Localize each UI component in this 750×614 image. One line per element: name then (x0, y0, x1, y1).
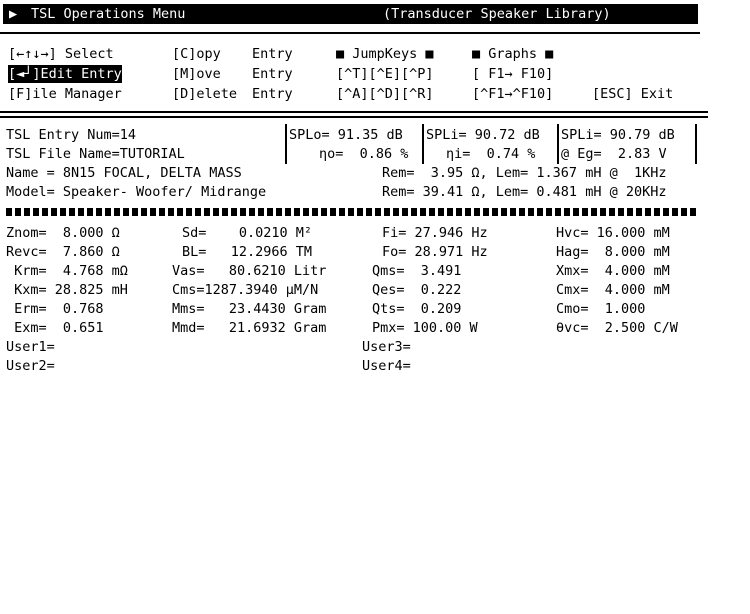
graphs-heading: ■ Graphs ■ (472, 46, 554, 62)
move-entry-label: Entry (252, 66, 293, 82)
title-bar (3, 4, 698, 24)
param-exm[interactable]: Exm= 0.651 (6, 320, 104, 336)
drive-voltage: @ Eg= 2.83 V (561, 146, 667, 162)
efficiency-o: ηo= 0.86 % (319, 146, 409, 162)
param-qms[interactable]: Qms= 3.491 (372, 263, 462, 279)
user4-field[interactable]: User4= (362, 358, 411, 374)
spl-box-divider-2 (557, 124, 559, 164)
title-divider (0, 32, 700, 34)
entry-number: TSL Entry Num=14 (6, 127, 137, 143)
param-cmo[interactable]: Cmo= 1.000 (556, 301, 646, 317)
jumpkeys-heading: ■ JumpKeys ■ (336, 46, 434, 62)
jumpkeys-row-2[interactable]: [^A][^D][^R] (336, 86, 434, 102)
file-name: TSL File Name=TUTORIAL (6, 146, 185, 162)
delete-entry-label: Entry (252, 86, 293, 102)
param-qes[interactable]: Qes= 0.222 (372, 282, 462, 298)
delete-command[interactable]: [D]elete (172, 86, 238, 102)
efficiency-i: ηi= 0.74 % (446, 146, 536, 162)
param-thetavc[interactable]: θvc= 2.500 C/W (556, 320, 678, 336)
graphs-row-2[interactable]: [^F1→^F10] (472, 86, 554, 102)
param-znom[interactable]: Znom= 8.000 Ω (6, 225, 120, 241)
param-mms[interactable]: Mms= 23.4430 Gram (172, 301, 327, 317)
param-fo[interactable]: Fo= 28.971 Hz (382, 244, 488, 260)
param-hvc[interactable]: Hvc= 16.000 mM (556, 225, 670, 241)
user2-field[interactable]: User2= (6, 358, 55, 374)
spl-box-right-border (695, 124, 697, 164)
param-cmx[interactable]: Cmx= 4.000 mM (556, 282, 670, 298)
splo-value: SPLo= 91.35 dB (289, 127, 403, 143)
graphs-row-1[interactable]: [ F1→ F10] (472, 66, 554, 82)
param-krm[interactable]: Krm= 4.768 mΩ (6, 263, 128, 279)
param-revc[interactable]: Revc= 7.860 Ω (6, 244, 120, 260)
speaker-model: Model= Speaker- Woofer/ Midrange (6, 184, 267, 200)
file-manager-command[interactable]: [F]ile Manager (8, 86, 122, 102)
param-cms[interactable]: Cms=1287.3940 µM/N (172, 282, 319, 298)
rem-1khz: Rem= 3.95 Ω, Lem= 1.367 mH @ 1KHz (382, 165, 667, 181)
copy-command[interactable]: [C]opy (172, 46, 221, 62)
menu-arrow-icon: ▶ (9, 6, 18, 22)
param-qts[interactable]: Qts= 0.209 (372, 301, 462, 317)
param-mmd[interactable]: Mmd= 21.6932 Gram (172, 320, 327, 336)
edit-entry-command[interactable]: [◄┘]Edit Entry (8, 66, 122, 82)
param-erm[interactable]: Erm= 0.768 (6, 301, 104, 317)
param-xmx[interactable]: Xmx= 4.000 mM (556, 263, 670, 279)
jumpkeys-row-1[interactable]: [^T][^E][^P] (336, 66, 434, 82)
rem-20khz: Rem= 39.41 Ω, Lem= 0.481 mH @ 20KHz (382, 184, 667, 200)
param-kxm[interactable]: Kxm= 28.825 mH (6, 282, 128, 298)
param-hag[interactable]: Hag= 8.000 mM (556, 244, 670, 260)
menu-divider-top (0, 111, 708, 113)
user3-field[interactable]: User3= (362, 339, 411, 355)
param-pmx[interactable]: Pmx= 100.00 W (372, 320, 478, 336)
select-command[interactable]: [←↑↓→] Select (8, 46, 114, 62)
move-command[interactable]: [M]ove (172, 66, 221, 82)
copy-entry-label: Entry (252, 46, 293, 62)
param-sd[interactable]: Sd= 0.0210 M² (182, 225, 313, 241)
spli-value-2: SPLi= 90.79 dB (561, 127, 675, 143)
user1-field[interactable]: User1= (6, 339, 55, 355)
spli-value-1: SPLi= 90.72 dB (426, 127, 540, 143)
param-fi[interactable]: Fi= 27.946 Hz (382, 225, 488, 241)
spl-box-divider-1 (422, 124, 424, 164)
menu-divider-bottom (0, 116, 708, 118)
block-separator (6, 208, 698, 216)
spl-box-left-border (285, 124, 287, 164)
esc-exit-command[interactable]: [ESC] Exit (592, 86, 674, 102)
library-title: (Transducer Speaker Library) (383, 6, 611, 22)
param-bl[interactable]: BL= 12.2966 TM (182, 244, 313, 260)
param-vas[interactable]: Vas= 80.6210 Litr (172, 263, 327, 279)
speaker-name: Name = 8N15 FOCAL, DELTA MASS (6, 165, 242, 181)
menu-title: TSL Operations Menu (31, 6, 186, 22)
